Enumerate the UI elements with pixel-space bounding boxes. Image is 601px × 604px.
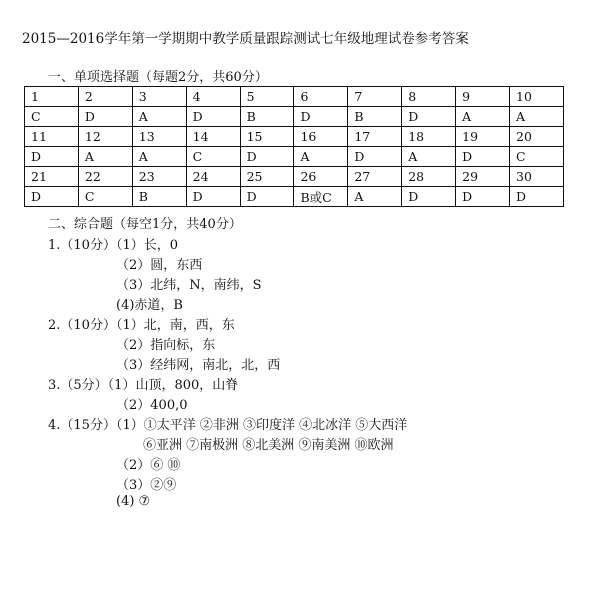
answer-cell: D <box>510 187 564 207</box>
answer-cell: D <box>78 107 132 127</box>
question-number-cell: 29 <box>456 167 510 187</box>
q4-part3: （3）②⑨ <box>116 478 177 493</box>
question-number-cell: 13 <box>132 127 186 147</box>
q1-part3: （3）北纬，N，南纬，S <box>116 278 262 293</box>
q4-part1: 4.（15分）（1）①太平洋 ②非洲 ③印度洋 ④北冰洋 ⑤大西洋 <box>48 418 408 433</box>
answer-cell: C <box>25 107 79 127</box>
question-number-cell: 15 <box>240 127 294 147</box>
question-number-cell: 7 <box>348 87 402 107</box>
answer-cell: D <box>186 187 240 207</box>
q2-part1: 2.（10分）（1）北，南，西，东 <box>48 318 235 333</box>
answer-cell: A <box>402 147 456 167</box>
question-number-cell: 8 <box>402 87 456 107</box>
answer-cell: D <box>402 107 456 127</box>
question-number-cell: 20 <box>510 127 564 147</box>
answer-row <box>25 187 564 207</box>
question-number-cell: 25 <box>240 167 294 187</box>
answer-cell: D <box>456 147 510 167</box>
answer-cell: D <box>240 187 294 207</box>
answer-cell: A <box>78 147 132 167</box>
q1-part1: 1.（10分）（1）长，0 <box>48 238 178 253</box>
answer-cell: B <box>240 107 294 127</box>
q1-part2: （2）圆，东西 <box>116 258 203 273</box>
question-number-cell: 1 <box>25 87 79 107</box>
question-number-row <box>25 87 564 107</box>
question-number-cell: 14 <box>186 127 240 147</box>
document-title: 2015—2016学年第一学期期中教学质量跟踪测试七年级地理试卷参考答案 <box>22 31 469 47</box>
question-number-cell: 11 <box>25 127 79 147</box>
question-number-cell: 5 <box>240 87 294 107</box>
q3-part2: （2）400,0 <box>116 398 188 413</box>
question-number-cell: 10 <box>510 87 564 107</box>
question-number-cell: 28 <box>402 167 456 187</box>
answer-cell: D <box>402 187 456 207</box>
answer-cell: D <box>186 107 240 127</box>
answer-cell: B <box>132 187 186 207</box>
question-number-cell: 9 <box>456 87 510 107</box>
answer-cell: A <box>294 147 348 167</box>
answer-row <box>25 147 564 167</box>
answer-cell: D <box>348 147 402 167</box>
question-number-cell: 3 <box>132 87 186 107</box>
section1-heading: 一、单项选择题（每题2分，共60分） <box>48 70 268 85</box>
answer-cell: A <box>510 107 564 127</box>
question-number-row <box>25 127 564 147</box>
answer-cell: A <box>132 147 186 167</box>
question-number-row <box>25 167 564 187</box>
question-number-cell: 2 <box>78 87 132 107</box>
q2-part2: （2）指向标，东 <box>116 338 216 353</box>
answer-cell: C <box>186 147 240 167</box>
question-number-cell: 24 <box>186 167 240 187</box>
question-number-cell: 23 <box>132 167 186 187</box>
question-number-cell: 21 <box>25 167 79 187</box>
q4-part2: （2）⑥ ⑩ <box>116 458 181 473</box>
question-number-cell: 27 <box>348 167 402 187</box>
question-number-cell: 18 <box>402 127 456 147</box>
answer-cell: A <box>132 107 186 127</box>
answer-cell: D <box>25 147 79 167</box>
q4-part4: (4) ⑦ <box>116 494 151 509</box>
answer-cell: C <box>510 147 564 167</box>
question-number-cell: 12 <box>78 127 132 147</box>
answer-cell: A <box>456 107 510 127</box>
answer-cell: D <box>456 187 510 207</box>
answer-table <box>24 86 564 207</box>
section2-heading: 二、综合题（每空1分，共40分） <box>48 217 242 232</box>
answer-cell: D <box>294 107 348 127</box>
answer-cell: D <box>240 147 294 167</box>
q3-part1: 3.（5分）（1）山顶，800，山脊 <box>48 378 239 393</box>
question-number-cell: 4 <box>186 87 240 107</box>
answer-cell: A <box>348 187 402 207</box>
answer-cell: C <box>78 187 132 207</box>
question-number-cell: 22 <box>78 167 132 187</box>
question-number-cell: 17 <box>348 127 402 147</box>
q4-part1-continued: ⑥亚洲 ⑦南极洲 ⑧北美洲 ⑨南美洲 ⑩欧洲 <box>143 438 394 453</box>
answer-cell: D <box>25 187 79 207</box>
question-number-cell: 16 <box>294 127 348 147</box>
answer-row <box>25 107 564 127</box>
q1-part4: (4)赤道，B <box>116 298 183 313</box>
question-number-cell: 26 <box>294 167 348 187</box>
question-number-cell: 19 <box>456 127 510 147</box>
question-number-cell: 6 <box>294 87 348 107</box>
question-number-cell: 30 <box>510 167 564 187</box>
answer-cell: B <box>348 107 402 127</box>
answer-cell: B或C <box>294 187 348 207</box>
q2-part3: （3）经纬网，南北，北，西 <box>116 358 281 373</box>
